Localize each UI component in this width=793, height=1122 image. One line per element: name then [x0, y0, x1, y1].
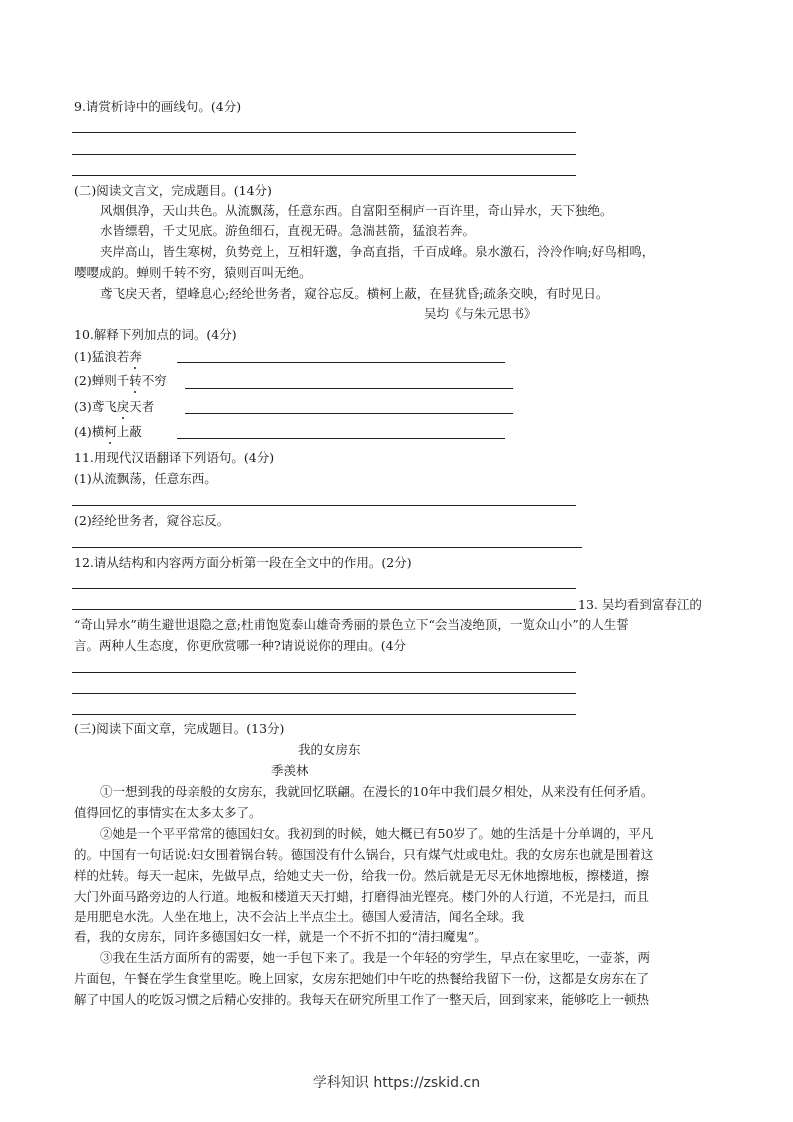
q12-answer-line-2[interactable] — [72, 609, 576, 610]
q9-answer-line-3[interactable] — [72, 175, 576, 176]
article-title: 我的女房东 — [298, 742, 361, 757]
q11-answer-line-1[interactable] — [72, 505, 576, 506]
section2-source: 吴均《与朱元思书》 — [424, 306, 537, 321]
article-line-11: 解了中国人的吃饭习惯之后精心安排的。我每天在研究所里工作了一整天后，回到家来，能够吃上一顿热 — [74, 992, 650, 1007]
q13-prompt-line-2: “奇山异水”萌生避世退隐之意;杜甫饱览泰山雄奇秀丽的景色立下“会当凌绝顶，一览众山小”的人生誓 — [74, 617, 629, 632]
q12-prompt: 12.请从结构和内容两方面分析第一段在全文中的作用。(2分) — [74, 555, 412, 570]
article-line-5: 样的灶转。每天一起床，先做早点，给她丈夫一份，给我一份。然后就是无尽无休地擦地板，擦楼道，擦 — [74, 868, 650, 883]
article-line-9: ③我在生活方面所有的需要，她一手包下来了。我是一个年轻的穷学生，早点在家里吃，一壶茶，两 — [100, 950, 651, 965]
q13-answer-line-3[interactable] — [72, 714, 576, 715]
q11-answer-line-2[interactable] — [72, 547, 582, 548]
article-line-7: 是用肥皂水洗。人坐在地上，决不会沾上半点尘土。德国人爱清洁，闻名全球。我 — [74, 909, 525, 924]
q10-item-1: (1)猛浪若奔 — [74, 349, 142, 364]
article-line-3: ②她是一个平平常常的德国妇女。我初到的时候，她大概已有50岁了。她的生活是十分单调的，平凡 — [100, 826, 654, 841]
q10-item-2: (2)蝉则千转不穷 — [74, 373, 167, 388]
q10-item-3: (3)鸢飞戾天者 — [74, 399, 155, 414]
q13-prompt-lead: 13. 吴均看到富春江的 — [578, 597, 702, 612]
q12-answer-line-1[interactable] — [72, 588, 576, 589]
section2-heading: (二)阅读文言文，完成题目。(14分) — [74, 183, 272, 198]
article-author: 季羡林 — [271, 763, 309, 778]
q13-answer-line-2[interactable] — [72, 693, 576, 694]
q10-prompt: 10.解释下列加点的词。(4分) — [74, 327, 237, 342]
article-line-6: 大门外面马路旁边的人行道。地板和楼道天天打蜡，打磨得油光铿亮。楼门外的人行道，不光是扫，而且 — [74, 889, 650, 904]
q9-prompt: 9.请赏析诗中的画线句。(4分) — [74, 99, 242, 114]
q10-item-4: (4)横柯上蔽 — [74, 424, 142, 439]
article-line-2: 值得回忆的事情实在太多太多了。 — [74, 805, 262, 820]
q11-item-1: (1)从流飘荡，任意东西。 — [74, 471, 217, 486]
q10-answer-line-4[interactable] — [177, 438, 505, 439]
article-line-10: 片面包，午餐在学生食堂里吃。晚上回家，女房东把她们中午吃的热餐给我留下一份，这都是女房东在了 — [74, 971, 650, 986]
section2-paragraph-2: 水皆缥碧，千丈见底。游鱼细石，直视无碍。急湍甚箭，猛浪若奔。 — [100, 223, 476, 238]
q10-answer-line-1[interactable] — [177, 362, 505, 363]
q13-prompt-line-3: 言。两种人生态度，你更欣赏哪一种?请说说你的理由。(4分 — [74, 638, 407, 653]
q11-item-2: (2)经纶世务者，窥谷忘反。 — [74, 513, 230, 528]
section2-paragraph-1: 风烟俱净，天山共色。从流飘荡，任意东西。自富阳至桐庐一百许里，奇山异水，天下独绝。 — [100, 203, 613, 218]
q9-answer-line-1[interactable] — [72, 132, 576, 133]
article-line-1: ①一想到我的母亲般的女房东，我就回忆联翩。在漫长的10年中我们晨夕相处，从来没有任何矛盾。 — [100, 784, 654, 799]
section3-heading: (三)阅读下面文章，完成题目。(13分) — [74, 721, 285, 736]
q13-answer-line-1[interactable] — [72, 672, 576, 673]
q10-answer-line-2[interactable] — [185, 388, 513, 389]
section2-paragraph-3-line-1: 夹岸高山，皆生寒树，负势竞上，互相轩邈，争高直指，千百成峰。泉水激石，泠泠作响;好鸟相鸣， — [100, 244, 655, 259]
section2-paragraph-3-line-2: 嘤嘤成韵。蝉则千转不穷，猿则百叫无绝。 — [74, 265, 312, 280]
section2-paragraph-4: 鸢飞戾天者，望峰息心;经纶世务者，窥谷忘反。横柯上蔽，在昼犹昏;疏条交映，有时见日。 — [100, 286, 609, 301]
article-line-8: 看，我的女房东，同许多德国妇女一样，就是一个不折不扣的“清扫魔鬼”。 — [74, 929, 487, 944]
q10-answer-line-3[interactable] — [185, 413, 513, 414]
article-line-4: 的。中国有一句话说:妇女围着锅台转。德国没有什么锅台，只有煤气灶或电灶。我的女房东也就是围着这 — [74, 847, 654, 862]
q9-answer-line-2[interactable] — [72, 154, 576, 155]
footer-watermark: 学科知识 https://zskid.cn — [312, 1075, 481, 1091]
q11-prompt: 11.用现代汉语翻译下列语句。(4分) — [74, 450, 275, 465]
